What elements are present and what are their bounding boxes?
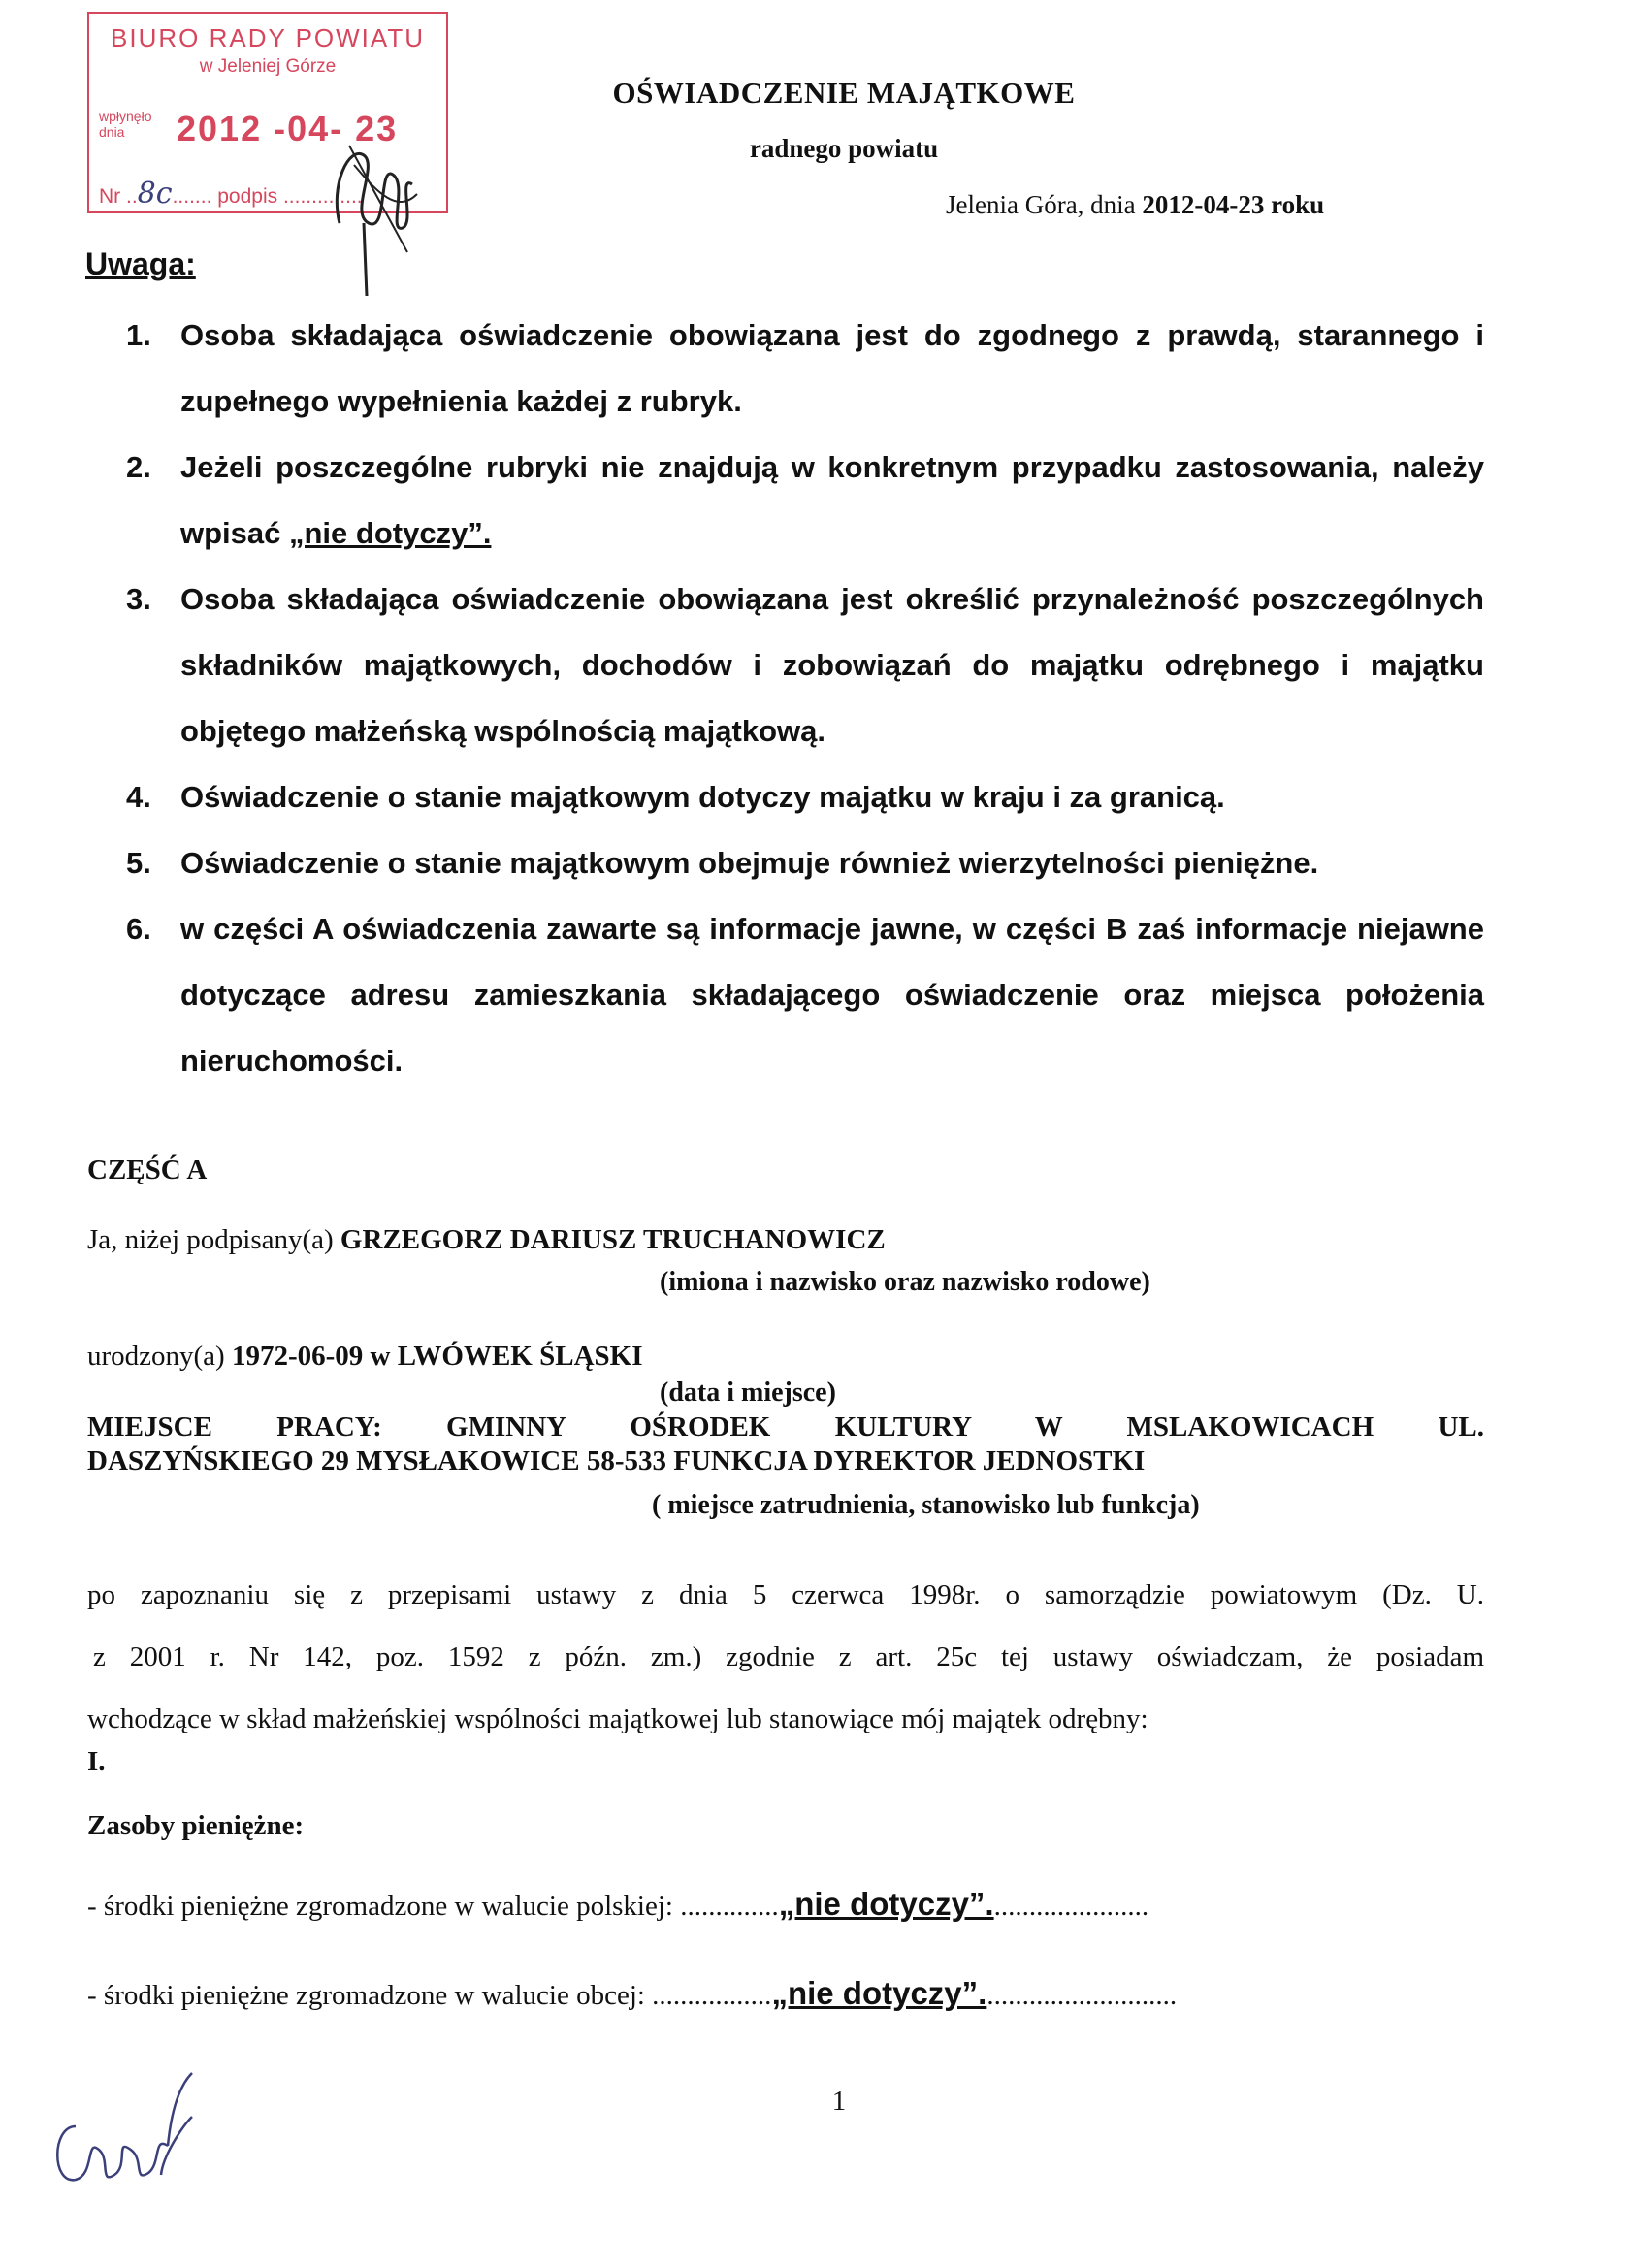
date-suffix: roku (1264, 190, 1325, 219)
cash-pln-label: - środki pieniężne zgromadzone w walucie polskiej: .............. (87, 1891, 779, 1922)
note-text: Osoba składająca oświadczenie obowiązana jest do zgodnego z prawdą, starannego i zupełnego wypełnienia każdej z rubryk. (180, 318, 1484, 418)
section-i-heading: Zasoby pieniężne: (87, 1810, 305, 1841)
note-number: 3. (126, 582, 151, 616)
cash-foreign-label: - środki pieniężne zgromadzone w walucie obcej: ................. (87, 1980, 772, 2011)
birth-date-place: 1972-06-09 w LWÓWEK ŚLĄSKI (231, 1341, 643, 1372)
note-number: 4. (126, 780, 151, 814)
paragraph-line: po zapoznaniu się z przepisami ustawy z dnia 5 czerwca 1998r. o samorządzie powiatowym (Dz. U. (87, 1579, 1484, 1610)
note-number: 6. (126, 912, 151, 946)
stamp-office-city: w Jeleniej Górze (199, 56, 337, 77)
cash-foreign-trail: ........................... (986, 1980, 1178, 2011)
note-item (126, 830, 1484, 896)
name-caption: (imiona i nazwisko oraz nazwisko rodowe) (660, 1267, 1150, 1297)
note-item (126, 303, 1484, 435)
cash-pln-row (87, 1886, 1148, 1923)
born-prefix: urodzony(a) (87, 1341, 232, 1372)
note-item (126, 435, 1484, 567)
name-prefix: Ja, niżej podpisany(a) (87, 1224, 340, 1255)
part-a-heading: CZĘŚĆ A (87, 1154, 208, 1185)
page-number: 1 (831, 2086, 847, 2117)
cash-foreign-row (87, 1975, 1177, 2012)
birth-line (87, 1341, 643, 1373)
place-and-date (946, 190, 1324, 220)
paragraph-line: wchodzące w skład małżeńskiej wspólności majątkowej lub stanowiące mój majątek odrębny: (87, 1703, 1148, 1734)
note-number: 2. (126, 450, 151, 484)
document-subtitle: radnego powiatu (749, 134, 939, 163)
notes-list (126, 303, 1484, 1094)
birth-caption: (data i miejsce) (660, 1377, 836, 1408)
notes-heading: Uwaga: (85, 246, 196, 281)
note-number: 5. (126, 846, 151, 880)
note-underlined-phrase: „nie dotyczy”. (289, 516, 492, 550)
stamp-office-name: BIURO RADY POWIATU (111, 23, 425, 52)
stamp-date: 2012 -04- 23 (177, 109, 399, 148)
cash-foreign-value: „nie dotyczy”. (771, 1975, 987, 2011)
note-text: w części A oświadczenia zawarte są informacje jawne, w części B zaś informacje niejawne dotyczące adresu zamieszkania składającego oświadczenie oraz miejsca położenia nieruchomości. (180, 912, 1484, 1078)
paragraph-line: z 2001 r. Nr 142, poz. 1592 z późn. zm.) zgodnie z art. 25c tej ustawy oświadczam, że posiadam (93, 1641, 1484, 1672)
workplace-caption: ( miejsce zatrudnienia, stanowisko lub funkcja) (652, 1490, 1200, 1520)
cash-pln-trail: ...................... (993, 1891, 1149, 1922)
declarant-name-line (87, 1224, 886, 1256)
declaration-date: 2012-04-23 (1142, 190, 1265, 219)
document-title: OŚWIADCZENIE MAJĄTKOWE (612, 76, 1076, 110)
workplace-line-1: MIEJSCE PRACY: GMINNY OŚRODEK KULTURY W MSLAKOWICACH UL. (87, 1411, 1484, 1442)
note-text: Jeżeli poszczególne rubryki nie znajdują w konkretnym przypadku zastosowania, należy wpisać (180, 450, 1484, 550)
stamp-nr-label: Nr .. (99, 185, 138, 208)
stamp-nr-value: 8c (137, 177, 173, 211)
note-item (126, 567, 1484, 764)
stamp-nr-rest: ....... podpis .............. (172, 185, 363, 208)
section-i-numeral: I. (87, 1746, 106, 1777)
note-item (126, 764, 1484, 830)
note-number: 1. (126, 318, 151, 352)
note-item (126, 896, 1484, 1094)
declaration-paragraph (87, 1564, 1484, 1750)
cash-pln-value: „nie dotyczy”. (778, 1886, 994, 1922)
initials-signature (47, 2068, 202, 2204)
workplace-line-2: DASZYŃSKIEGO 29 MYSŁAKOWICE 58-533 FUNKCJA DYREKTOR JEDNOSTKI (87, 1445, 1146, 1476)
note-text: Oświadczenie o stanie majątkowym dotyczy majątku w kraju i za granicą. (180, 780, 1225, 814)
place-prefix: Jelenia Góra, dnia (946, 190, 1143, 219)
stamp-received-label: wpłynęło dnia (99, 109, 152, 140)
note-text: Osoba składająca oświadczenie obowiązana jest określić przynależność poszczególnych składników majątkowych, dochodów i zobowiązań do majątku odrębnego i majątku objętego małżeńską wspólnością majątkową. (180, 582, 1484, 748)
declarant-name: GRZEGORZ DARIUSZ TRUCHANOWICZ (340, 1224, 886, 1255)
note-text: Oświadczenie o stanie majątkowym obejmuje również wierzytelności pieniężne. (180, 846, 1319, 880)
